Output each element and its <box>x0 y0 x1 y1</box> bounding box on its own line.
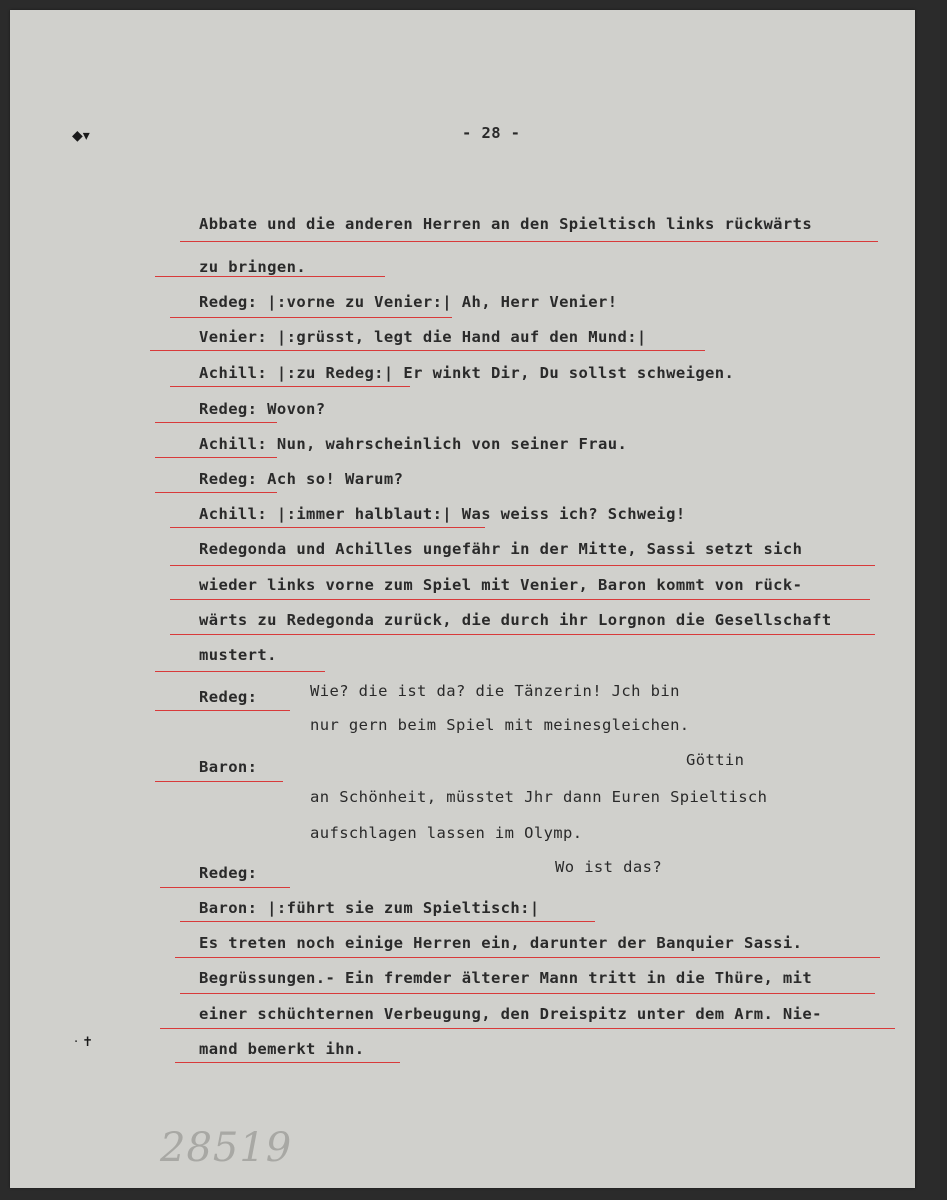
text-line-22: Wo ist das? <box>555 858 663 876</box>
text-line-27: mand bemerkt ihn. <box>199 1040 365 1058</box>
underline <box>160 1028 895 1029</box>
underline <box>170 317 452 318</box>
text-line-11: wieder links vorne zum Spiel mit Venier, Baron kommt von rück- <box>199 576 803 594</box>
handwritten-archive-number: 28519 <box>160 1125 293 1171</box>
text-line-24: Es treten noch einige Herren ein, darunter der Banquier Sassi. <box>199 934 803 952</box>
document-page <box>10 10 915 1188</box>
underline <box>170 386 410 387</box>
underline <box>175 1062 400 1063</box>
underline <box>160 887 290 888</box>
text-line-3: Redeg: |:vorne zu Venier:| Ah, Herr Venier! <box>199 293 618 311</box>
text-line-26: einer schüchternen Verbeugung, den Dreispitz unter dem Arm. Nie- <box>199 1005 822 1023</box>
underline <box>155 457 277 458</box>
text-line-4: Venier: |:grüsst, legt die Hand auf den Mund:| <box>199 328 647 346</box>
underline <box>180 993 875 994</box>
text-line-2: zu bringen. <box>199 258 307 276</box>
text-line-6: Redeg: Wovon? <box>199 400 326 418</box>
text-line-21: Redeg: <box>199 864 258 882</box>
underline <box>155 781 283 782</box>
underline <box>180 241 878 242</box>
text-line-13: mustert. <box>199 646 277 664</box>
text-line-15: Wie? die ist da? die Tänzerin! Jch bin <box>310 682 680 700</box>
text-line-5: Achill: |:zu Redeg:| Er winkt Dir, Du sollst schweigen. <box>199 364 735 382</box>
text-line-20: aufschlagen lassen im Olymp. <box>310 824 583 842</box>
text-line-14: Redeg: <box>199 688 258 706</box>
margin-mark-top: ◆▾ <box>72 128 90 144</box>
text-line-12: wärts zu Redegonda zurück, die durch ihr Lorgnon die Gesellschaft <box>199 611 832 629</box>
text-line-17: Baron: <box>199 758 258 776</box>
underline <box>170 599 870 600</box>
underline <box>155 276 385 277</box>
text-line-19: an Schönheit, müsstet Jhr dann Euren Spieltisch <box>310 788 768 806</box>
text-line-18: Göttin <box>686 751 745 769</box>
text-line-25: Begrüssungen.- Ein fremder älterer Mann tritt in die Thüre, mit <box>199 969 813 987</box>
underline <box>150 350 705 351</box>
text-line-8: Redeg: Ach so! Warum? <box>199 470 404 488</box>
margin-mark-bottom: · ✝ <box>74 1035 94 1050</box>
underline <box>155 492 277 493</box>
text-line-9: Achill: |:immer halblaut:| Was weiss ich? Schweig! <box>199 505 686 523</box>
underline <box>155 671 325 672</box>
underline <box>170 634 875 635</box>
text-line-7: Achill: Nun, wahrscheinlich von seiner Frau. <box>199 435 628 453</box>
underline <box>155 710 290 711</box>
underline <box>155 422 277 423</box>
text-line-1: Abbate und die anderen Herren an den Spieltisch links rückwärts <box>199 215 813 233</box>
underline <box>170 527 485 528</box>
underline <box>175 957 880 958</box>
text-line-16: nur gern beim Spiel mit meinesgleichen. <box>310 716 690 734</box>
underline <box>170 565 875 566</box>
text-line-23: Baron: |:führt sie zum Spieltisch:| <box>199 899 540 917</box>
page-number: - 28 - <box>462 124 521 142</box>
underline <box>180 921 595 922</box>
text-line-10: Redegonda und Achilles ungefähr in der Mitte, Sassi setzt sich <box>199 540 803 558</box>
